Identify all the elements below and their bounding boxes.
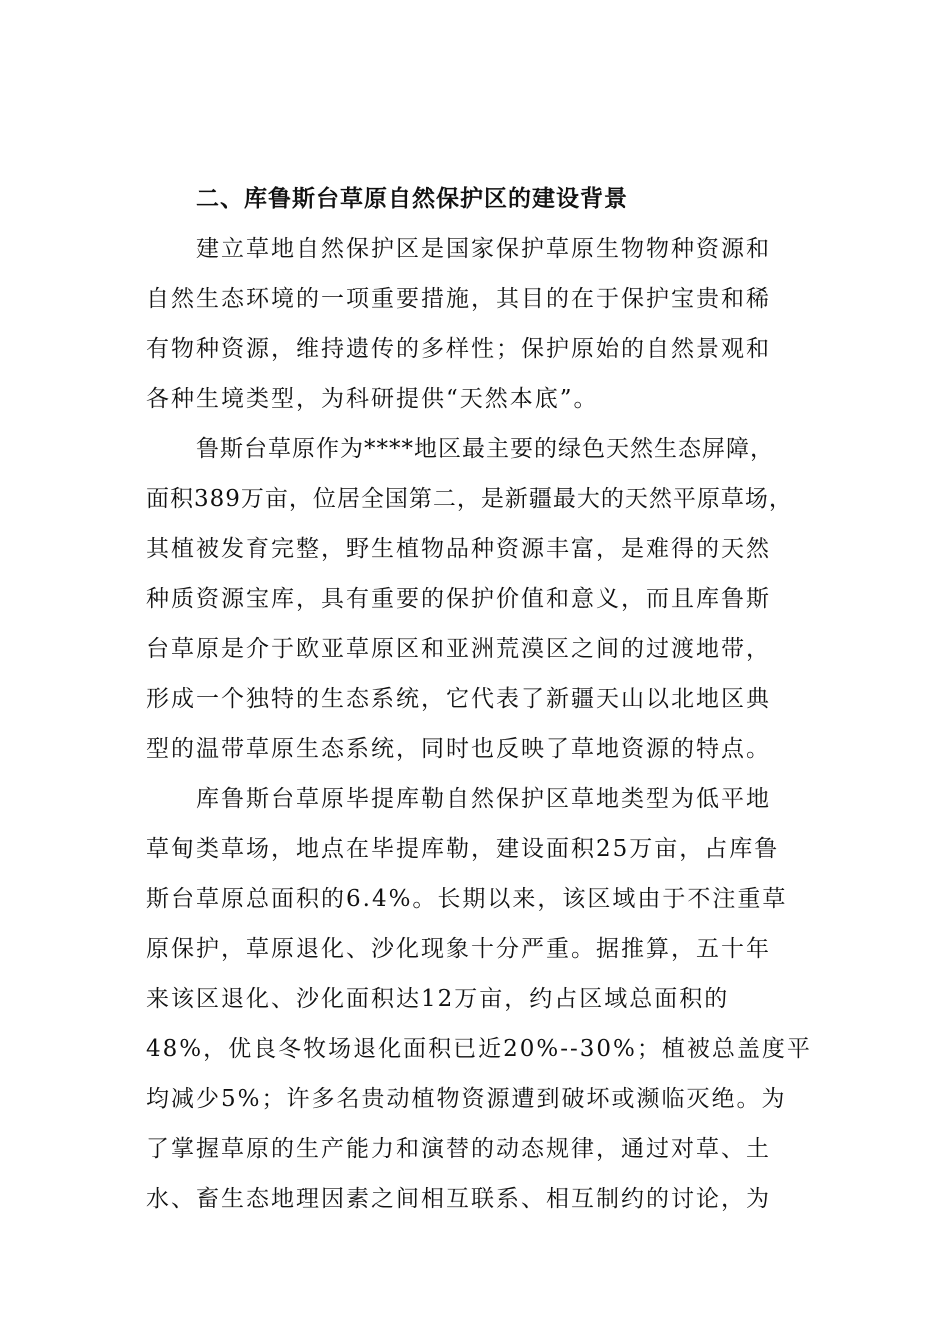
paragraph-line: 水、畜生态地理因素之间相互联系、相互制约的讨论，为 bbox=[146, 1186, 771, 1212]
paragraph-line: 了掌握草原的生产能力和演替的动态规律，通过对草、土 bbox=[146, 1136, 771, 1162]
paragraph-line: 48%，优良冬牧场退化面积已近20%--30%；植被总盖度平 bbox=[146, 1036, 812, 1062]
paragraph-line: 自然生态环境的一项重要措施，其目的在于保护宝贵和稀 bbox=[146, 286, 771, 312]
paragraph-line: 原保护，草原退化、沙化现象十分严重。据推算，五十年 bbox=[146, 936, 771, 962]
paragraph-line: 形成一个独特的生态系统，它代表了新疆天山以北地区典 bbox=[146, 686, 771, 712]
paragraph-line: 草甸类草场，地点在毕提库勒，建设面积25万亩，占库鲁 bbox=[146, 836, 780, 862]
paragraph-line: 面积389万亩，位居全国第二，是新疆最大的天然平原草场， bbox=[146, 486, 793, 512]
paragraph-line: 其植被发育完整，野生植物品种资源丰富，是难得的天然 bbox=[146, 536, 771, 562]
paragraph-line: 来该区退化、沙化面积达12万亩，约占区域总面积的 bbox=[146, 986, 730, 1012]
paragraph-line: 台草原是介于欧亚草原区和亚洲荒漠区之间的过渡地带， bbox=[146, 636, 771, 662]
paragraph-line: 库鲁斯台草原毕提库勒自然保护区草地类型为低平地 bbox=[196, 786, 771, 812]
paragraph-line: 斯台草原总面积的6.4%。长期以来，该区域由于不注重草 bbox=[146, 886, 788, 912]
paragraph-line: 有物种资源，维持遗传的多样性；保护原始的自然景观和 bbox=[146, 336, 771, 362]
paragraph-line: 各种生境类型，为科研提供“天然本底”。 bbox=[146, 386, 599, 412]
section-heading: 二、库鲁斯台草原自然保护区的建设背景 bbox=[196, 185, 628, 212]
paragraph-line: 型的温带草原生态系统，同时也反映了草地资源的特点。 bbox=[146, 736, 771, 762]
paragraph-line: 种质资源宝库，具有重要的保护价值和意义，而且库鲁斯 bbox=[146, 586, 771, 612]
paragraph-line: 鲁斯台草原作为****地区最主要的绿色天然生态屏障， bbox=[196, 436, 774, 462]
paragraph-line: 建立草地自然保护区是国家保护草原生物物种资源和 bbox=[196, 236, 771, 262]
paragraph-line: 均减少5%；许多名贵动植物资源遭到破坏或濒临灭绝。为 bbox=[146, 1086, 787, 1112]
